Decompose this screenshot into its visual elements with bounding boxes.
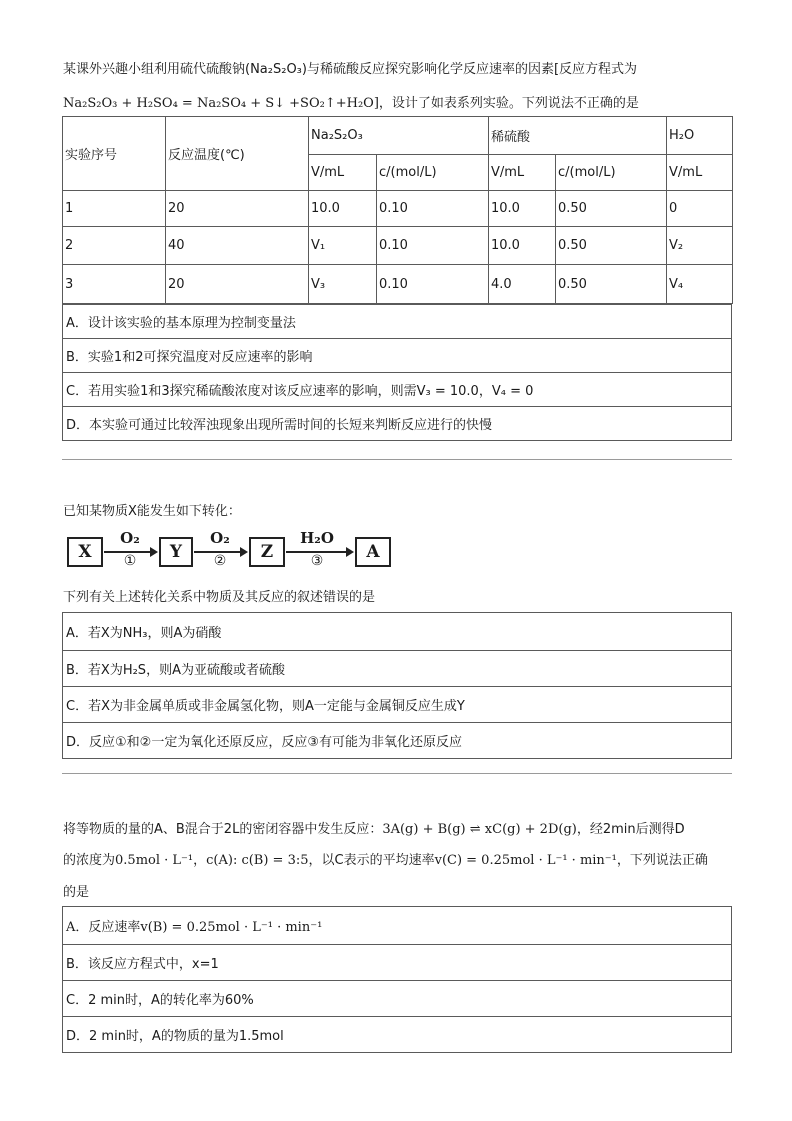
cell-c-acid: 0.50 [556, 265, 667, 304]
divider [62, 773, 732, 774]
subheader-c: c/(mol/L) [377, 155, 489, 191]
q2-option-d[interactable]: D．反应①和②一定为氧化还原反应，反应③有可能为非氧化还原反应 [63, 723, 732, 759]
step-1: ① [123, 553, 137, 569]
header-water: H₂O [667, 117, 733, 155]
cell-v-water: 0 [667, 191, 733, 227]
q3-stem-line2 [63, 849, 708, 868]
q1-option-b[interactable]: B．实验1和2可探究温度对反应速率的影响 [63, 339, 732, 373]
cell-no: 1 [63, 191, 166, 227]
q2-options [62, 612, 732, 759]
q3-option-a[interactable]: A．反应速率v(B) = 0.25mol · L⁻¹ · min⁻¹ [63, 907, 732, 945]
divider [62, 459, 732, 460]
q1-option-d[interactable]: D．本实验可通过比较浑浊现象出现所需时间的长短来判断反应进行的快慢 [63, 407, 732, 441]
reagent-2: O₂ [210, 529, 230, 547]
q2-option-a[interactable]: A．若X为NH₃，则A为硝酸 [63, 613, 732, 651]
q3-equation: 3A(g) + B(g) ⇌ xC(g) + 2D(g) [382, 822, 577, 837]
header-exp-no: 实验序号 [63, 117, 166, 191]
q3-option-d[interactable]: D．2 min时，A的物质的量为1.5mol [63, 1017, 732, 1053]
q3-option-b[interactable]: B．该反应方程式中，x=1 [63, 945, 732, 981]
q3-stem-line1 [63, 818, 685, 837]
box-x: X [67, 537, 103, 567]
cell-c-na: 0.10 [377, 227, 489, 265]
table-row [63, 191, 733, 227]
cell-temp: 40 [166, 227, 309, 265]
q2-option-b[interactable]: B．若X为H₂S，则A为亚硫酸或者硫酸 [63, 651, 732, 687]
cell-no: 3 [63, 265, 166, 304]
q1-options [62, 304, 732, 441]
cell-v-na: V₁ [309, 227, 377, 265]
cell-v-water: V₂ [667, 227, 733, 265]
q3-stem-line3: 的是 [63, 885, 90, 900]
cell-v-na: V₃ [309, 265, 377, 304]
q3-stem-text: 将等物质的量的A、B混合于2L的密闭容器中发生反应： [63, 822, 383, 837]
q1-stem-line2 [63, 92, 639, 111]
cell-v-acid: 10.0 [489, 191, 556, 227]
cell-c-acid: 0.50 [556, 227, 667, 265]
q3-stem-text: ，经2min后测得D [576, 822, 685, 837]
q2-question: 下列有关上述转化关系中物质及其反应的叙述错误的是 [63, 590, 376, 605]
table-row [63, 227, 733, 265]
q3-rate: v(C) = 0.25mol · L⁻¹ · min⁻¹ [434, 853, 617, 868]
cell-temp: 20 [166, 265, 309, 304]
q2-stem: 已知某物质X能发生如下转化： [63, 504, 241, 519]
q3-stem-text: ， [193, 853, 207, 868]
header-na2s2o3: Na₂S₂O₃ [309, 117, 489, 155]
table-row [63, 265, 733, 304]
step-3: ③ [310, 553, 324, 569]
q2-option-c[interactable]: C．若X为非金属单质或非金属氢化物，则A一定能与金属铜反应生成Y [63, 687, 732, 723]
q3-ratio: c(A): c(B) = 3:5 [206, 853, 309, 868]
cell-v-water: V₄ [667, 265, 733, 304]
cell-v-na: 10.0 [309, 191, 377, 227]
q3-option-c[interactable]: C．2 min时，A的转化率为60% [63, 981, 732, 1017]
box-y: Y [159, 537, 193, 567]
q3-options [62, 906, 732, 1053]
cell-c-acid: 0.50 [556, 191, 667, 227]
cell-v-acid: 10.0 [489, 227, 556, 265]
subheader-c: c/(mol/L) [556, 155, 667, 191]
header-temp: 反应温度(℃) [166, 117, 309, 191]
q3-stem-text: ，下列说法正确 [616, 853, 708, 868]
cell-c-na: 0.10 [377, 191, 489, 227]
cell-c-na: 0.10 [377, 265, 489, 304]
subheader-v: V/mL [309, 155, 377, 191]
q1-reaction-equation: Na₂S₂O₃ + H₂SO₄ = Na₂SO₄ + S↓ +SO₂↑+H₂O] [63, 96, 379, 111]
q3-stem-text: ，以C表示的平均速率 [308, 853, 435, 868]
box-a: A [355, 537, 391, 567]
cell-no: 2 [63, 227, 166, 265]
subheader-v: V/mL [667, 155, 733, 191]
q3-stem-text: 的浓度为 [63, 853, 116, 868]
step-2: ② [213, 553, 227, 569]
box-z: Z [249, 537, 285, 567]
q1-option-a[interactable]: A．设计该实验的基本原理为控制变量法 [63, 305, 732, 339]
cell-temp: 20 [166, 191, 309, 227]
cell-v-acid: 4.0 [489, 265, 556, 304]
q1-stem-tail: ，设计了如表系列实验。下列说法不正确的是 [378, 96, 639, 111]
q1-stem-line1: 某课外兴趣小组利用硫代硫酸钠(Na₂S₂O₃)与稀硫酸反应探究影响化学反应速率的因素[反应方程式为 [63, 62, 638, 77]
experiment-table [62, 116, 733, 304]
q1-option-c[interactable]: C．若用实验1和3探究稀硫酸浓度对该反应速率的影响，则需V₃ = 10.0，V₄ = 0 [63, 373, 732, 407]
q3-concentration: 0.5mol · L⁻¹ [115, 853, 194, 868]
header-acid: 稀硫酸 [489, 117, 667, 155]
reagent-3: H₂O [300, 529, 334, 547]
reagent-1: O₂ [120, 529, 140, 547]
subheader-v: V/mL [489, 155, 556, 191]
